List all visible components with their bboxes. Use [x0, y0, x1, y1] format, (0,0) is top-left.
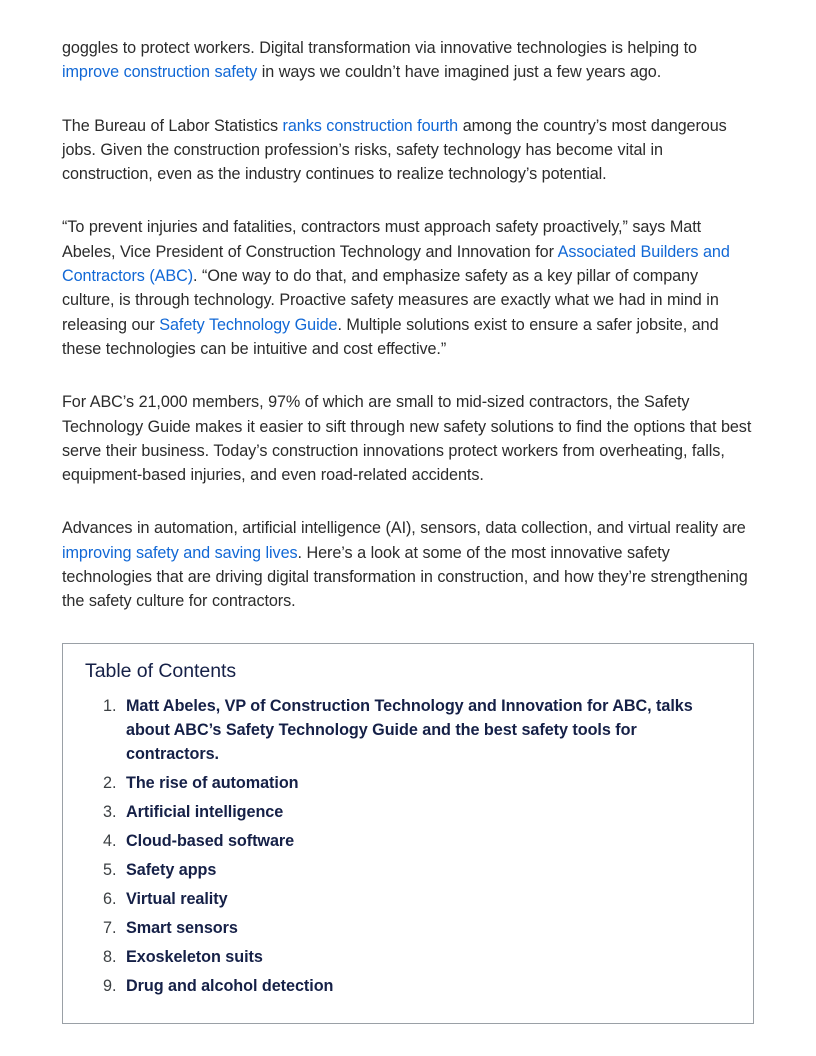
table-of-contents-item[interactable] — [121, 694, 731, 766]
inline-link[interactable]: Associated Builders and Contractors (ABC) — [62, 242, 730, 286]
table-of-contents-title: Table of Contents — [85, 659, 237, 682]
article-body — [62, 36, 754, 614]
paragraph — [62, 114, 754, 187]
table-of-contents-link[interactable]: Matt Abeles, VP of Construction Technology and Innovation for ABC, talks about ABC’s Safety Technology Guide and the best safety tools for contractors. — [126, 696, 693, 763]
inline-link[interactable]: Safety Technology Guide — [159, 315, 338, 334]
table-of-contents-link[interactable]: Cloud-based software — [126, 831, 295, 850]
paragraph-text: For ABC’s 21,000 members, 97% of which are small to mid-sized contractors, the Safety Technology Guide makes it easier to sift through new safety solutions to find the options that best serve their business. Today’s construction innovations protect workers from overheating, falls, equipment-based injuries, and even road-related accidents. — [62, 393, 752, 485]
paragraph — [62, 215, 754, 361]
table-of-contents-item[interactable] — [121, 858, 731, 882]
table-of-contents-item[interactable] — [121, 945, 731, 969]
paragraph-text: in ways we couldn’t have imagined just a few years ago. — [257, 63, 662, 82]
table-of-contents-link[interactable]: Smart sensors — [126, 918, 238, 937]
paragraph-text: . Here’s a look at some of the most innovative safety technologies that are driving digital transformation in construction, and how they’re strengthening the safety culture for contractors. — [62, 543, 748, 611]
paragraph-text: Advances in automation, artificial intelligence (AI), sensors, data collection, and virtual reality are — [62, 519, 746, 538]
inline-link[interactable]: improving safety and saving lives — [62, 543, 298, 562]
table-of-contents-item[interactable] — [121, 916, 731, 940]
table-of-contents-link[interactable]: Drug and alcohol detection — [126, 976, 334, 995]
table-of-contents-item[interactable] — [121, 800, 731, 824]
inline-link[interactable]: improve construction safety — [62, 63, 258, 82]
table-of-contents-list — [85, 694, 731, 998]
table-of-contents-link[interactable]: Artificial intelligence — [126, 802, 284, 821]
paragraph-text: goggles to protect workers. Digital transformation via innovative technologies is helping to — [62, 39, 697, 57]
paragraph — [62, 516, 754, 613]
table-of-contents-link[interactable]: The rise of automation — [126, 773, 299, 792]
paragraph-text: “To prevent injuries and fatalities, contractors must approach safety proactively,” says Matt Abeles, Vice President of Construction Technology and Innovation for — [62, 218, 702, 261]
table-of-contents-item[interactable] — [121, 887, 731, 911]
table-of-contents-link[interactable]: Virtual reality — [126, 889, 228, 908]
table-of-contents-item[interactable] — [121, 771, 731, 795]
paragraph-text: among the country’s most dangerous jobs. Given the construction profession’s risks, safety technology has become vital in construction, even as the industry continues to realize technology’s potential. — [62, 116, 727, 184]
paragraph-text: . “One way to do that, and emphasize safety as a key pillar of company culture, is through technology. Proactive safety measures are exactly what we had in mind in releasing our — [62, 267, 719, 334]
paragraph-list — [62, 36, 754, 614]
paragraph-text: . Multiple solutions exist to ensure a safer jobsite, and these technologies can be intuitive and cost effective.” — [62, 315, 719, 358]
table-of-contents-box — [62, 643, 754, 1024]
paragraph — [62, 36, 754, 85]
table-of-contents-item[interactable] — [121, 829, 731, 853]
table-of-contents-link[interactable]: Safety apps — [126, 860, 217, 879]
inline-link[interactable]: ranks construction fourth — [282, 116, 459, 135]
paragraph-text: The Bureau of Labor Statistics — [62, 116, 283, 135]
table-of-contents-link[interactable]: Exoskeleton suits — [126, 947, 263, 966]
paragraph — [62, 390, 754, 487]
table-of-contents-item[interactable] — [121, 974, 731, 998]
